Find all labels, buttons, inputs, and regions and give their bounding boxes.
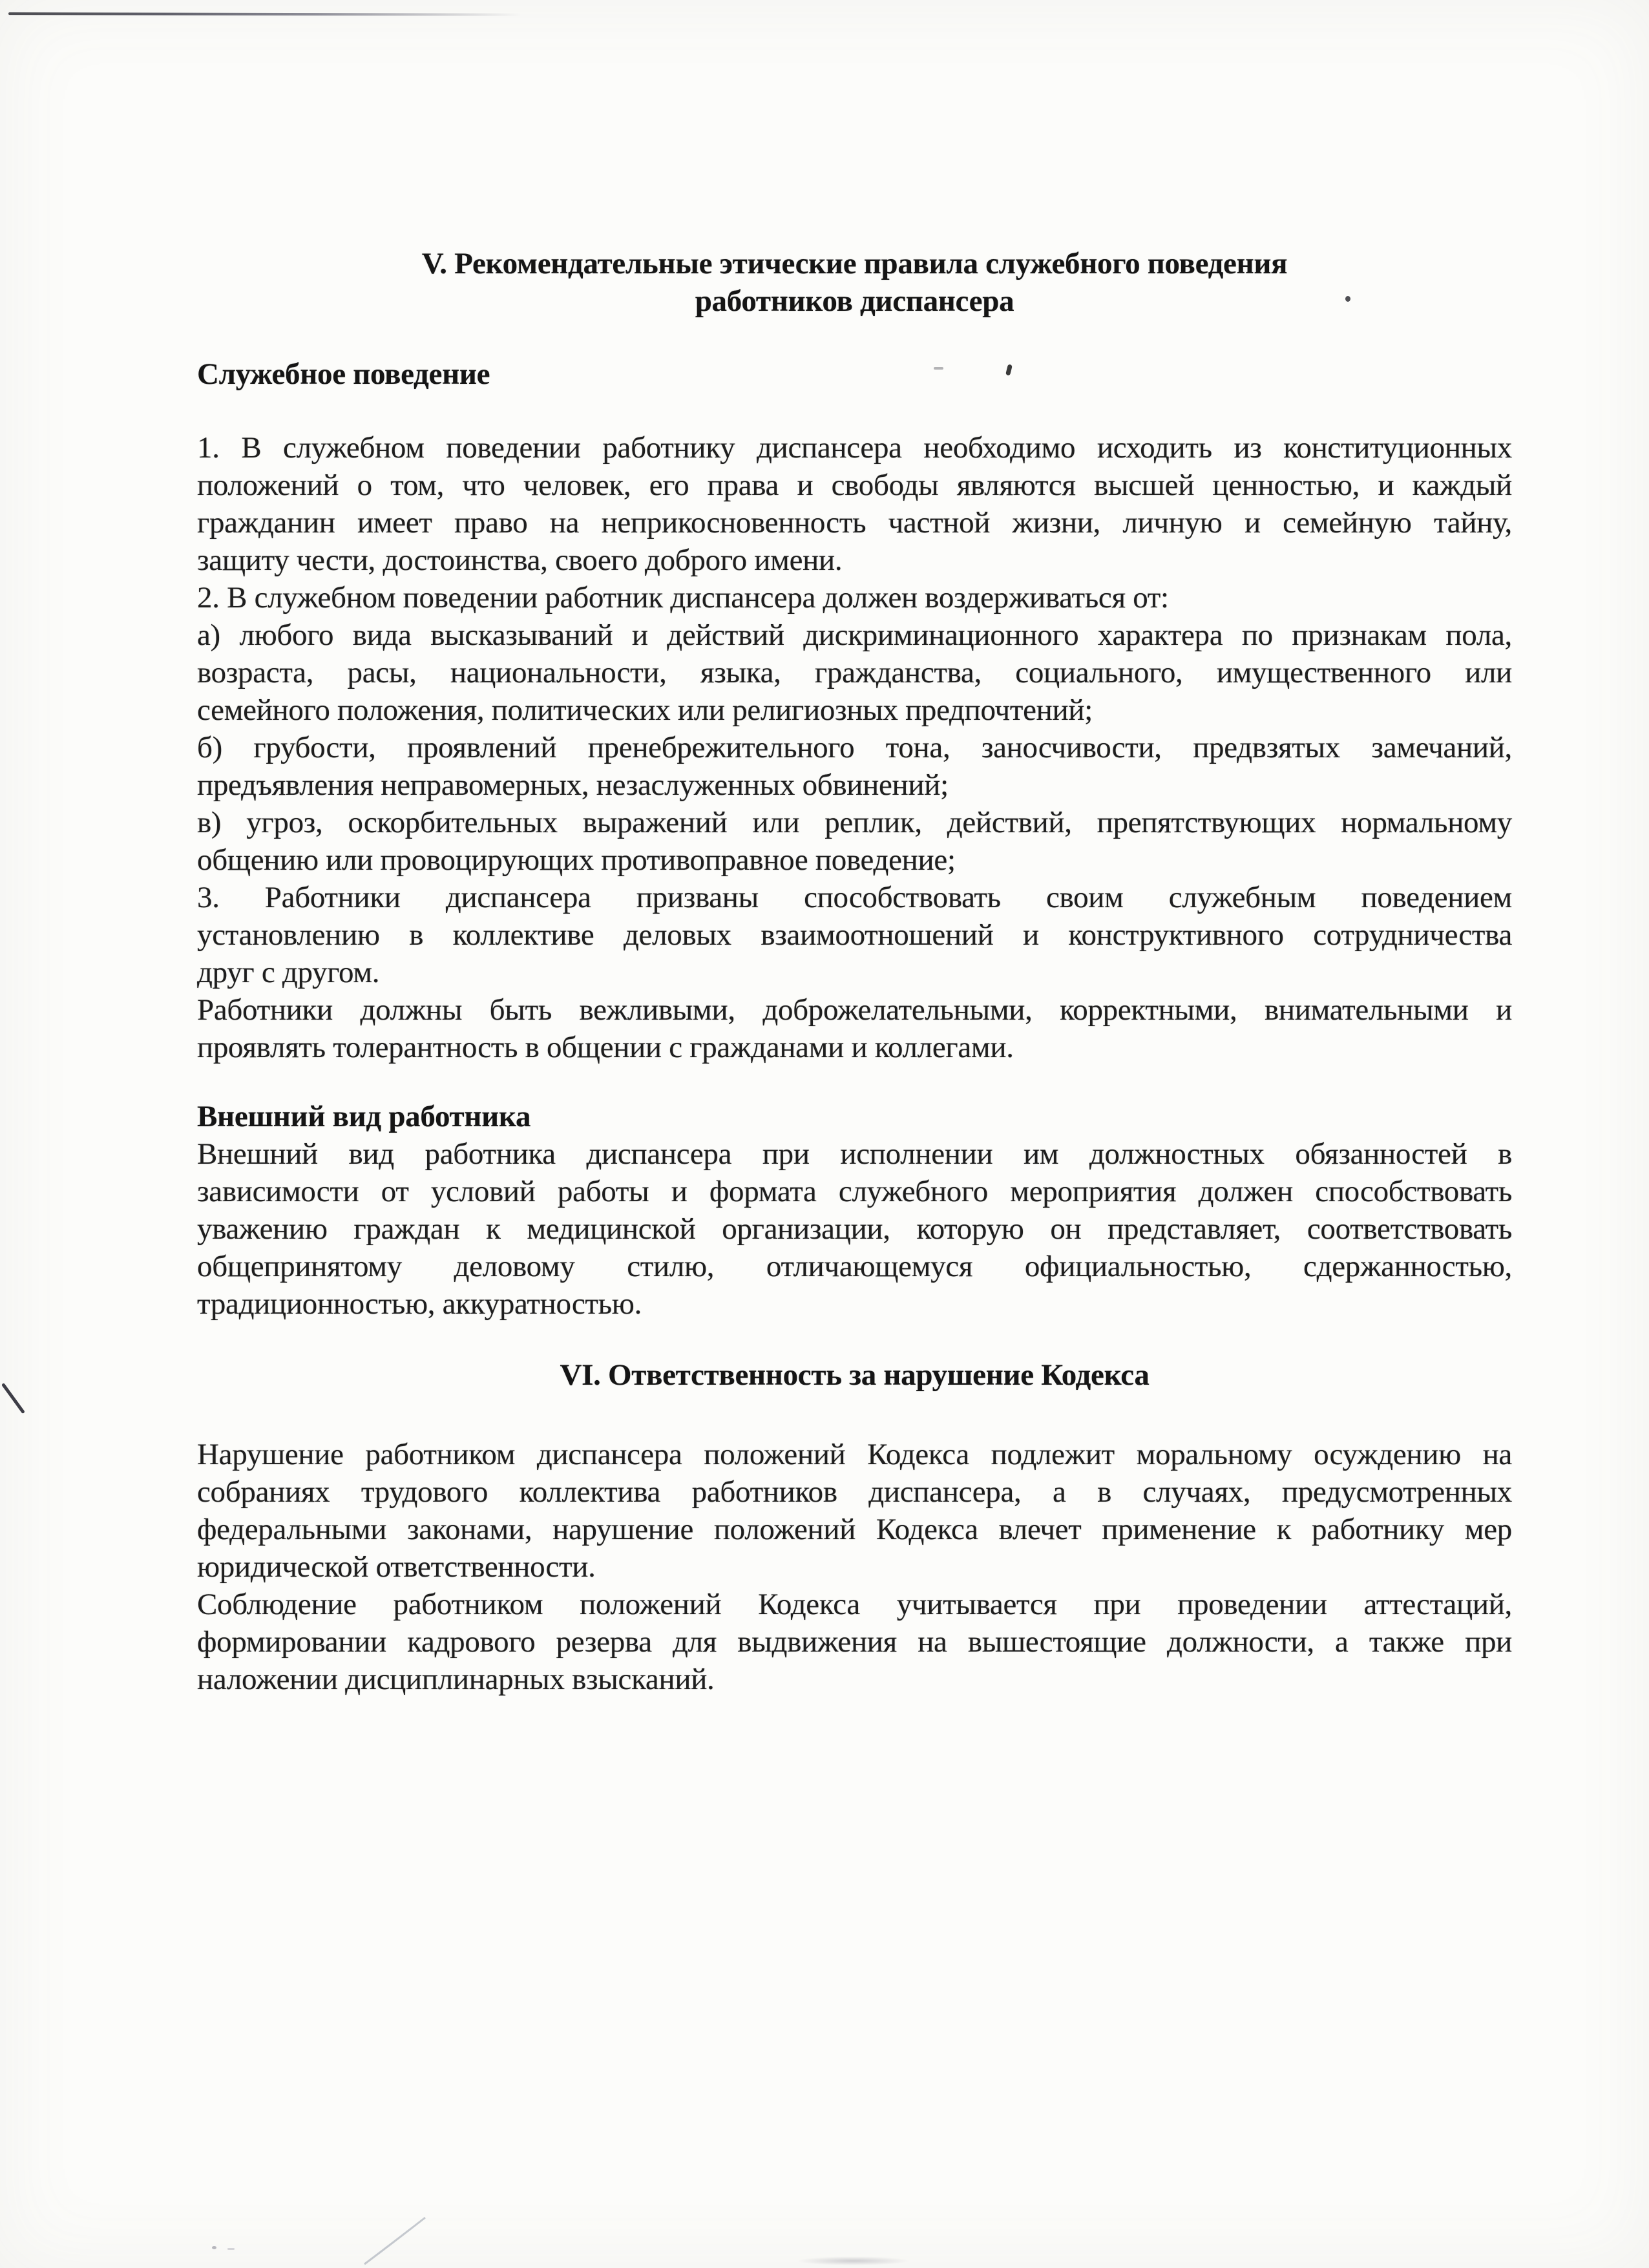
pencil-arc-bottom-artifact	[359, 2214, 437, 2268]
section-vi-title-line-1: VI. Ответственность за нарушение Кодекса	[560, 1358, 1150, 1392]
smudge-bottom-center-artifact	[797, 2256, 910, 2265]
paragraph-2a-discrimination-line-3: семейного положения, политических или религиозных предпочтений;	[197, 693, 1093, 727]
paragraph-violation-consequences-line-4: юридической ответственности.	[197, 1550, 596, 1584]
paragraph-2a-discrimination	[197, 616, 1512, 729]
scan-line-top-left-artifact	[8, 12, 565, 16]
paragraph-appearance-line-2: зависимости от условий работы и формата служебного мероприятия должен способствовать	[197, 1175, 1512, 1208]
subheading-service-conduct: Служебное поведение	[197, 357, 490, 391]
paragraph-2-refrain-from-line-1: 2. В служебном поведении работник диспансера должен воздерживаться от:	[197, 581, 1169, 614]
paragraph-3-cooperation-line-1: 3. Работники диспансера призваны способствовать своим служебным поведением	[197, 881, 1512, 914]
paragraph-violation-consequences	[197, 1436, 1512, 1586]
paragraph-2v-threats-line-1: в) угроз, оскорбительных выражений или реплик, действий, препятствующих нормальному	[197, 806, 1512, 839]
section-v-title	[197, 245, 1512, 320]
section-v-title-line-2: работников диспансера	[695, 284, 1014, 318]
ink-speck-bottom-artifact	[212, 2246, 216, 2249]
paragraph-appearance-line-5: традиционностью, аккуратностью.	[197, 1287, 642, 1321]
paragraph-politeness-line-1: Работники должны быть вежливыми, доброжелательными, корректными, внимательными и	[197, 993, 1512, 1027]
paragraph-appearance-line-1: Внешний вид работника диспансера при исполнении им должностных обязанностей в	[197, 1137, 1512, 1171]
paragraph-compliance-benefits-line-3: наложении дисциплинарных взысканий.	[197, 1663, 715, 1696]
paragraph-2b-rudeness	[197, 729, 1512, 804]
paragraph-2b-rudeness-line-1: б) грубости, проявлений пренебрежительного тона, заносчивости, предвзятых замечаний,	[197, 731, 1512, 764]
paragraph-appearance	[197, 1135, 1512, 1323]
paragraph-violation-consequences-line-3: федеральными законами, нарушение положений Кодекса влечет применение к работнику мер	[197, 1513, 1512, 1546]
section-v-title-line-1: V. Рекомендательные этические правила служебного поведения	[421, 247, 1288, 280]
paragraph-2v-threats	[197, 804, 1512, 879]
paragraph-3-cooperation-line-2: установлению в коллективе деловых взаимоотношений и конструктивного сотрудничества	[197, 918, 1512, 952]
paragraph-violation-consequences-line-1: Нарушение работником диспансера положений Кодекса подлежит моральному осуждению на	[197, 1438, 1512, 1471]
paragraph-2a-discrimination-line-1: а) любого вида высказываний и действий дискриминационного характера по признакам пола,	[197, 618, 1512, 652]
section-vi-title	[197, 1356, 1512, 1394]
paragraph-appearance-line-4: общепринятому деловому стилю, отличающемуся официальностью, сдержанностью,	[197, 1250, 1512, 1283]
paragraph-2b-rudeness-line-2: предъявления неправомерных, незаслуженных обвинений;	[197, 768, 949, 802]
paragraph-1-constitutional-basis-line-2: положений о том, что человек, его права и свободы являются высшей ценностью, и каждый	[197, 468, 1512, 502]
paragraph-politeness	[197, 991, 1512, 1066]
paragraph-appearance-line-3: уважению граждан к медицинской организации, которую он представляет, соответствовать	[197, 1212, 1512, 1246]
ink-speck-bottom2-artifact	[227, 2248, 235, 2250]
paragraph-compliance-benefits-line-2: формировании кадрового резерва для выдвижения на вышестоящие должности, а также при	[197, 1625, 1512, 1659]
paragraph-violation-consequences-line-2: собраниях трудового коллектива работников диспансера, а в случаях, предусмотренных	[197, 1475, 1512, 1509]
paragraph-2-refrain-from	[197, 579, 1512, 616]
paragraph-2v-threats-line-2: общению или провоцирующих противоправное поведение;	[197, 843, 956, 877]
paragraph-2a-discrimination-line-2: возраста, расы, национальности, языка, гражданства, социального, имущественного или	[197, 656, 1512, 689]
subheading-appearance: Внешний вид работника	[197, 1100, 531, 1133]
document-body	[197, 245, 1512, 1698]
paragraph-politeness-line-2: проявлять толерантность в общении с гражданами и коллегами.	[197, 1031, 1014, 1064]
paragraph-1-constitutional-basis-line-1: 1. В служебном поведении работнику диспансера необходимо исходить из конституционных	[197, 431, 1512, 465]
paragraph-compliance-benefits	[197, 1586, 1512, 1698]
paragraph-1-constitutional-basis-line-3: гражданин имеет право на неприкосновенность частной жизни, личную и семейную тайну,	[197, 506, 1512, 540]
paragraph-1-constitutional-basis	[197, 429, 1512, 579]
paragraph-3-cooperation-line-3: друг с другом.	[197, 956, 380, 989]
stray-slash-left-edge-artifact	[1, 1383, 25, 1414]
paragraph-1-constitutional-basis-line-4: защиту чести, достоинства, своего доброго имени.	[197, 543, 843, 577]
paragraph-compliance-benefits-line-1: Соблюдение работником положений Кодекса учитывается при проведении аттестаций,	[197, 1588, 1512, 1621]
paragraph-3-cooperation	[197, 879, 1512, 991]
